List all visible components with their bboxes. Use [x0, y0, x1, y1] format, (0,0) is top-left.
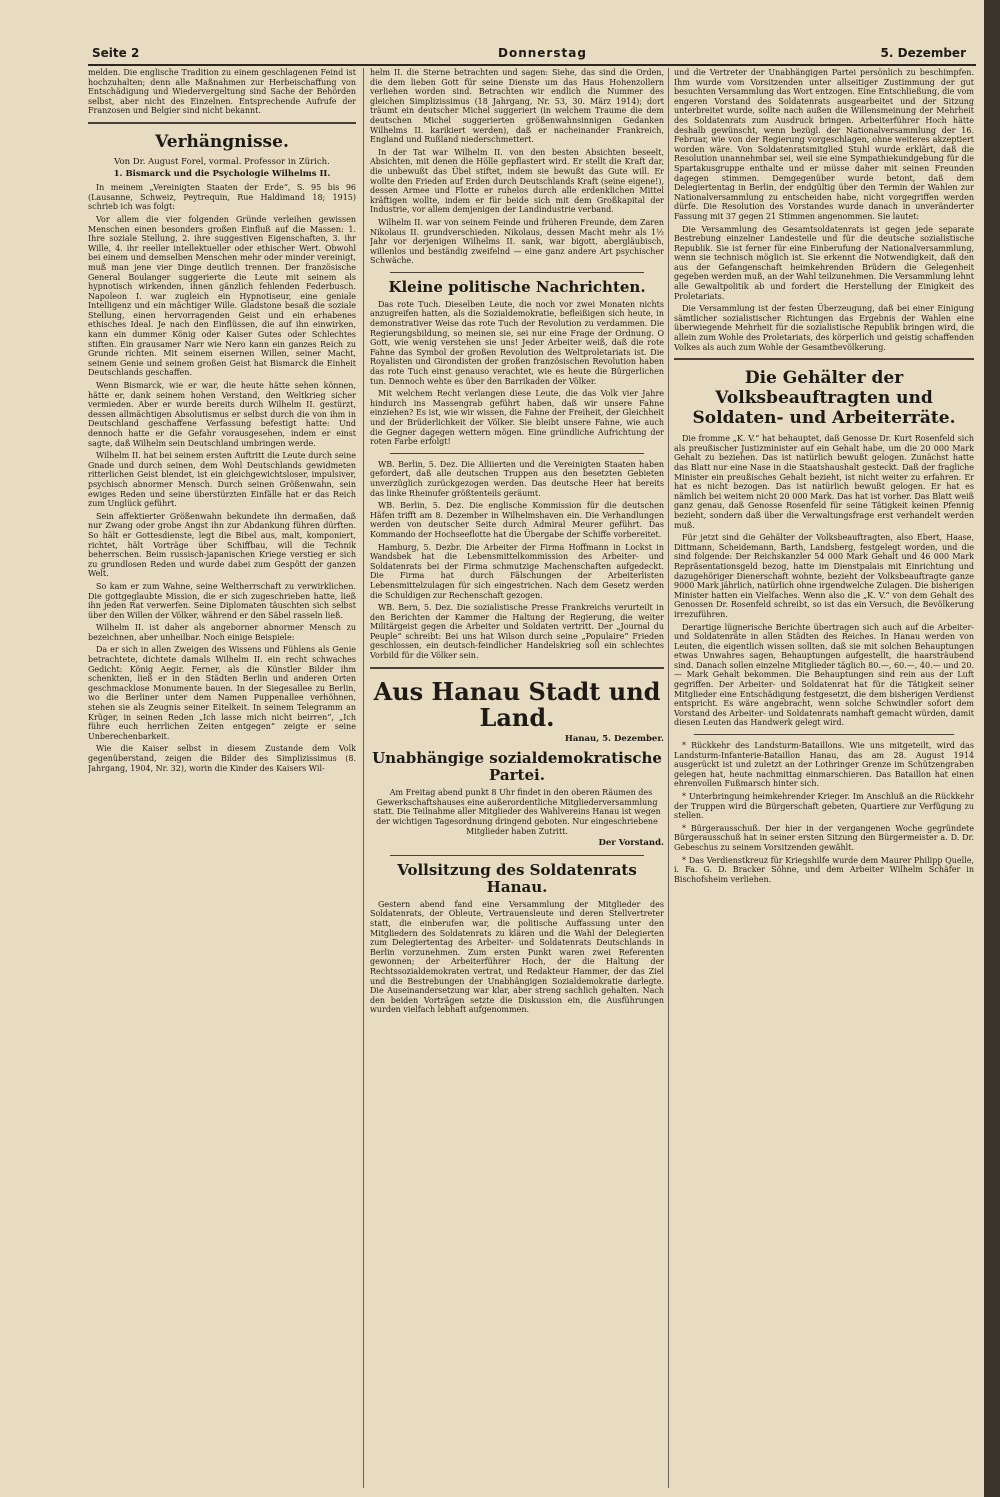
- paragraph: Wilhelm II. ist daher als angeborner abnormer Mensch zu bezeichnen, aber unheilbar. Noch einige Beispiele:: [88, 623, 356, 642]
- paragraph: Wilhelm II. war von seinem Feinde und früheren Freunde, dem Zaren Nikolaus II. grundverschieden. Nikolaus, dessen Macht mehr als 1½ Jahr vor derjenigen Wilhelms II. sank, war bigott, abergläubisch, willenlos und beständig zweifelnd — eine ganz andere Art psychischer Schwäche.: [370, 217, 664, 266]
- column-right: [674, 68, 974, 1488]
- divider: [370, 667, 664, 669]
- divider: [390, 453, 644, 454]
- article-byline: Von Dr. August Forel, vormal. Professor in Zürich.: [114, 156, 330, 167]
- page-number: Seite 2: [92, 46, 140, 60]
- paragraph: In der Tat war Wilhelm II. von den besten Absichten beseelt, Absichten, mit denen die Hölle gepflastert wird. Er stellt die Kraft dar, die unbewußt das Übel stiftet, indem sie bewußt das Gute will. Er wollte den Frieden auf Erden durch Deutschlands Kraft (seine eigene!), dessen Armee und Flotte er ruhelos durch alle erdenklichen Mittel kräftigen wollte, indem er für beide sich mit dem Großkapital der Industrie, vor allem demjenigen der Landindustrie verband.: [370, 147, 664, 215]
- column-middle: [370, 68, 664, 1488]
- notice-text: Am Freitag abend punkt 8 Uhr findet in den oberen Räumen des Gewerkschaftshauses eine außerordentliche Mitgliederversammlung statt. Die Teilnahme aller Mitglieder des Wahlvereins Hanau ist wegen der wichtigen Tagesordnung dringend geboten. Nur eingeschriebene Mitglieder haben Zutritt.: [373, 788, 661, 836]
- paragraph: Da er sich in allen Zweigen des Wissens und Fühlens als Genie betrachtete, dichtete damals Wilhelm II. ein recht schwaches Gedicht: König Aegir. Ferner, als die Künstler Bilder ihm schenkten, ließ er in den Städten Berlin und anderen Orten geschmacklose Monumente bauen. In der Siegesallee zu Berlin, wo die Berliner unter dem Namen Puppenallee verhöhnen, stehen sie als Zeugnis seiner Eitelkeit. In seinem Telegramm an Krüger, in seinen Reden „Ich lasse mich nicht beirren“, „Ich führe euch herrlichen Zeiten entgegen“ zeigte er seine Unberechenbarkeit.: [88, 645, 356, 741]
- article-fragment: melden. Die englische Tradition zu einem geschlagenen Feind ist hochzuhalten; denn alle Maßnahmen zur Herbeischaffung von Entschädigung und Wiedervergeltung sind Sache der Behörden selbst, aber nicht des Einzelnen. Entsprechende Aufrufe der Franzosen und Belgier sind nicht bekannt.: [88, 68, 356, 116]
- paragraph: Gestern abend fand eine Versammlung der Mitglieder des Soldatenrats, der Obleute, Vertrauensleute und deren Stellvertreter statt, die einberufen war, die politische Auffassung unter den Mitgliedern des Soldatenrats zu klären und die Wahl der Delegierten zum Delegiertentag des Arbeiter- und Soldatenrats Deutschlands in Berlin vorzunehmen. Zum ersten Punkt waren zwei Referenten gewonnen; der Arbeiterführer Hoch, der die Haltung der Rechtssozialdemokraten vertrat, und Redakteur Hammer, der das Ziel und die Bestrebungen der Unabhängigen Sozialdemokratie darlegte. Die Auseinandersetzung war klar, aber streng sachlich gehalten. Nach den beiden Vorträgen setzte die Diskussion ein, die Ausführungen wurden vielfach lebhaft aufgenommen.: [370, 899, 664, 1015]
- divider: [390, 272, 644, 273]
- news-item: WB. Berlin, 5. Dez. Die englische Kommission für die deutschen Häfen trifft am 8. Dezember in Wilhelmshaven ein. Die Verhandlungen werden von deutscher Seite durch Admiral Meurer geführt. Das Kommando der Hochseeflotte hat die Übergabe der Schiffe vorbereitet.: [370, 501, 664, 539]
- local-news-item: * Unterbringung heimkehrender Krieger. Im Anschluß an die Rückkehr der Truppen wird die Bürgerschaft gebeten, Quartiere zur Verfügung zu stellen.: [674, 792, 974, 821]
- page-edge: [984, 0, 1000, 1497]
- paragraph: Wie die Kaiser selbst in diesem Zustande dem Volk gegenüberstand, zeigen die Bilder des Simplizissimus (8. Jahrgang, 1904, Nr. 32), worin die Kinder des Kaisers Wil-: [88, 744, 356, 773]
- local-news-item: * Rückkehr des Landsturm-Bataillons. Wie uns mitgeteilt, wird das Landsturm-Infanterie-Bataillon Hanau, das am 28. August 1914 ausgerückt ist und zuletzt an der Lothringer Grenze im Schützengraben gelegen hat, heute nachmittag einmarschieren. Das Bataillon hat einen ehrenvollen Fußmarsch hinter sich.: [674, 741, 974, 789]
- news-item: Mit welchem Recht verlangen diese Leute, die das Volk vier Jahre hindurch ins Massengrab geführt haben, daß wir unsere Fahne einziehen? Es ist, wie wir wissen, die Fahne der Freiheit, der Gleichheit und der Brüderlichkeit der Völker. Sie bleibt unsere Fahne, wie auch die Gegner dagegen wettern mögen. Eine gründliche Aufrichtung der roten Farbe erfolgt!: [370, 389, 664, 447]
- paragraph: So kam er zum Wahne, seine Weltherrschaft zu verwirklichen. Die gottgeglaubte Mission, die er sich zugeschrieben hatte, ließ ihn jeden Rat verwerfen. Seine Diplomaten täuschten sich selbst über den Willen der Völker, während er den Säbel rasseln ließ.: [88, 581, 356, 620]
- paragraph: Für jetzt sind die Gehälter der Volksbeauftragten, also Ebert, Haase, Dittmann, Scheidemann, Barth, Landsberg, festgelegt worden, und die sind folgende: Der Reichskanzler 54 000 Mark Gehalt und 46 000 Mark Repräsentationsgeld bezog, hatte im Dienstpalais mit Einrichtung und dazugehöriger Dienerschaft wohnte, bezieht der Volksbeauftragte ganze 9000 Mark jährlich, natürlich ohne irgendwelche Zulagen. Die bisherigen Minister hatten ein Vielfaches. Wenn also die „K. V.“ von dem Gehalt des Genossen Dr. Rosenfeld schreibt, so ist das ein Versuch, die Bevölkerung irrezuführen.: [674, 533, 974, 619]
- article-title: Verhängnisse.: [155, 131, 289, 152]
- paragraph: Wilhelm II. hat bei seinem ersten Auftritt die Leute durch seine Gnade und durch seinen, dem Wohl Deutschlands gewidmeten ritterlichen Geist blendet, ist ein gleichgewichtsloser, impulsiver, psychisch abnormer Mensch. Durch seinen Größenwahn, sein ewiges Reden und seine überstürzten Einfälle hat er das Reich zum Unglück geführt.: [88, 451, 356, 509]
- news-item: WB. Bern, 5. Dez. Die sozialistische Presse Frankreichs verurteilt in den Berichten der Kammer die Haltung der Regierung, die weiter Militärgeist gegen die Arbeiter und Soldaten vertritt. Der „Journal du Peuple“ schreibt: Bei uns hat Wilson durch seine „Populaire“ Frieden geschlossen, ein deutsch-feindlicher Handelskrieg soll ein schlechtes Vorbild für die Völker sein.: [370, 603, 664, 661]
- section-title-news: Kleine politische Nachrichten.: [388, 277, 646, 296]
- local-news-item: * Bürgerausschuß. Der hier in der vergangenen Woche gegründete Bürgerausschuß hat in seiner ersten Sitzung den Bürgermeister a. D. Dr. Gebeschus zu seinem Vorsitzenden gewählt.: [674, 823, 974, 852]
- article-title: Vollsitzung des Soldatenrats Hanau.: [397, 860, 637, 896]
- notice-title: Unabhängige sozialdemokratische Partei.: [372, 749, 662, 785]
- article-title: Die Gehälter der Volksbeauftragten und Soldaten- und Arbeiterräte.: [692, 368, 956, 429]
- paragraph: Vor allem die vier folgenden Gründe verleihen gewissen Menschen einen besonders großen Einfluß auf die Massen: 1. Ihre soziale Stellung, 2. ihre suggestiven Eigenschaften, 3. ihr Wille, 4. ihr reeller intellektueller oder ethischer Wert. Obwohl bei einem und demselben Menschen mehr oder minder vereinigt, muß man jene vier Dinge deutlich trennen. Der französische General Boulanger suggerierte die Leute mit seinem als hypnotisch wirkenden, ihnen gänzlich fehlenden Federbusch. Napoleon I. war zugleich ein Hypnotiseur, eine geniale Intelligenz und ein mächtiger Wille. Gladstone besaß die soziale Stellung, einen hervorragenden Geist und ein erhabenes ethisches Ideal. Je nach den Einflüssen, die auf ihn einwirken, kann ein dummer König oder Kaiser Gutes oder Schlechtes stiften. Ein grausamer Narr wie Nero kann ein ganzes Reich zu Grunde richten. Mit seinem eisernen Willen, seiner Macht, seinem Genie und seinem großen Geist hat Bismarck die Einheit Deutschlands geschaffen.: [88, 214, 356, 378]
- paragraph: Die fromme „K. V.“ hat behauptet, daß Genosse Dr. Kurt Rosenfeld sich als preußischer Justizminister auf ein Gehalt habe, um die 20 000 Mark Gehalt zu beziehen. Das ist natürlich bewußt gelogen. Zunächst hatte das Blatt nur eine Nase in die Staatshaushalt gesteckt. Daß der fragliche Minister ein preußisches Gehalt bezieht, ist nicht weiter zu erfahren. Er hat es nicht bezogen. Das ist natürlich bewußt gelogen. Er hat es nämlich bei weitem nicht 20 000 Mark. Das hat ist vorher. Das Blatt weiß ganz genau, daß Genosse Rosenfeld für seine Tätigkeit keinen Pfennig bezieht, sondern daß über die Verwaltungsfrage erst verhandelt werden muß.: [674, 434, 974, 530]
- divider: [674, 358, 974, 360]
- resolution-text: Die Versammlung des Gesamtsoldatenrats ist gegen jede separate Bestrebung einzelner Landesteile und für die deutsche sozialistische Republik. Sie ist ferner für eine Einberufung der Nationalversammlung, wenn sie technisch möglich ist. Sie erkennt die Notwendigkeit, daß den aus der Gefangenschaft heimkehrenden Brüdern die Gelegenheit gegeben werden muß, an der Wahl teilzunehmen. Die Versammlung lehnt alle Gewaltpolitik ab und fordert die Herstellung der Einigkeit des Proletariats.: [674, 224, 974, 301]
- column-rule: [668, 68, 669, 1488]
- divider: [88, 122, 356, 124]
- news-item: Das rote Tuch. Dieselben Leute, die noch vor zwei Monaten nichts anzugreifen hatten, als die Sozialdemokratie, befleißigen sich heute, in demonstrativer Weise das rote Tuch der Revolution zu verdammen. Die Regierungsbildung, so meinen sie, sei nur eine Frage der Ordnung. O Gott, wie wenig verstehen sie uns! Jeder Arbeiter weiß, daß die rote Fahne das Symbol der großen Revolution des Weltproletariats ist. Die Royalisten und Girondisten der großen französischen Revolution haben das rote Tuch einst genauso verachtet, wie es heute die Bürgerlichen tun. Dennoch wehte es über den Barrikaden der Völker.: [370, 299, 664, 386]
- column-left: [88, 68, 356, 1488]
- paragraph: Wenn Bismarck, wie er war, die heute hätte sehen können, hätte er, dank seinem hohen Verstand, den Weltkrieg sicher vermieden. Aber er wurde bereits durch Wilhelm II. gestürzt, dessen allmächtigen Absolutismus er selbst durch die von ihm in Deutschland geschaffene Verfassung befestigt hatte: Und dennoch hatte er die Gefahr vorausgesehen, indem er einst sagte, daß Wilhelm sein Deutschland umbringen werde.: [88, 381, 356, 448]
- paragraph: und die Vertreter der Unabhängigen Partei persönlich zu beschimpfen. Ihm wurde vom Vorsitzenden unter allseitiger Zustimmung der gut besuchten Versammlung das Wort entzogen. Eine Entschließung, die vom engeren Vorstand des Soldatenrats ausgearbeitet und der Sitzung unterbreitet wurde, sollte nach außen die Willensmeinung der Mehrheit des Soldatenrats zum Ausdruck bringen. Arbeiterführer Hoch hätte deshalb gewünscht, wenn bezügl. der Nationalversammlung der 16. Februar, wie von der Regierung vorgeschlagen, ohne weiteres akzeptiert worden wäre. Von Soldatenratsmitglied Stuhl wurde erklärt, daß die Resolution unannehmbar sei, weil sie eine Sympathiekundgebung für die Spartakusgruppe enthalte und er müsse daher mit seinen Freunden dagegen stimmen. Demgegenüber wurde betont, daß dem Delegiertentag in Berlin, der endgültig über den Termin der Wahlen zur Nationalversammlung zu entscheiden habe, nicht vorgegriffen werden dürfe. Die Resolution des Vorstandes wurde danach in unveränderter Fassung mit 37 gegen 21 Stimmen angenommen. Sie lautet:: [674, 68, 974, 221]
- notice-signature: Der Vorstand.: [598, 838, 664, 849]
- section-title-hanau: Aus Hanau Stadt und Land.: [373, 676, 661, 732]
- news-item: Hamburg, 5. Dezbr. Die Arbeiter der Firma Hoffmann in Lockst in Wandsbek hat die Lebensmittelkommission des Arbeiter- und Soldatenrats bei der Firma schmutzige Machenschaften aufgedeckt. Die Firma hat durch Fälschungen der Arbeiterlisten Lebensmittelzulagen für sich eingestrichen. Nach dem Gesetz werden die Schuldigen zur Rechenschaft gezogen.: [370, 542, 664, 600]
- column-rule: [363, 68, 364, 1488]
- article-subtitle: 1. Bismarck und die Psychologie Wilhelms II.: [113, 168, 331, 179]
- dateline: Hanau, 5. Dezember.: [564, 733, 664, 744]
- news-item: WB. Berlin, 5. Dez. Die Alliierten und die Vereinigten Staaten haben gefordert, daß alle deutschen Truppen aus den besetzten Gebieten unverzüglich zurückgezogen werden. Das deutsche Heer hat bereits das linke Rheinufer größtenteils geräumt.: [370, 459, 664, 498]
- header-date: 5. Dezember: [880, 46, 966, 60]
- masthead-day: Donnerstag: [498, 46, 587, 60]
- divider: [694, 734, 954, 735]
- paragraph: Derartige lügnerische Berichte übertragen sich auch auf die Arbeiter- und Soldatenräte in allen Städten des Reiches. In Hanau werden von Leuten, die eigentlich wissen sollten, daß sie mit solchen Behauptungen etwas Unwahres sagen, Behauptungen aufgestellt, die haarsträubend sind. Danach sollen einzelne Mitglieder täglich 80.—, 60.—, 40.— und 20.— Mark Gehalt bekommen. Die Behauptungen sind rein aus der Luft gegriffen. Der Arbeiter- und Soldatenrat hat für die Tätigkeit seiner Mitglieder eine Entschädigung festgesetzt, die dem bisherigen Verdienst entspricht. Es wäre angebracht, wenn solche Schwindler sofort dem Vorstand des Arbeiter- und Soldatenrats namhaft gemacht würden, damit diesen Leuten das Handwerk gelegt wird.: [674, 622, 974, 728]
- paragraph: In meinem „Vereinigten Staaten der Erde“, S. 95 bis 96 (Lausanne, Schweiz, Peytrequin, Rue Haldimand 18; 1915) schrieb ich was folgt:: [88, 183, 356, 212]
- divider: [390, 855, 644, 856]
- paragraph: helm II. die Sterne betrachten und sagen: Siehe, das sind die Orden, die dem lieben Gott für seine Dienste um das Haus Hohenzollern verliehen worden sind. Betrachten wir endlich die Nummer des gleichen Simplizissimus (18 Jahrgang, Nr. 53, 30. März 1914); dort träumt ein deutscher Michel suggeriert (in welchem Traume die dem deutschen Michel suggerierten größenwahnsinnigen Gedanken Wilhelms II. karikiert werden), daß er nacheinander Frankreich, England und Rußland niederschmettert.: [370, 68, 664, 145]
- resolution-text: Die Versammlung ist der festen Überzeugung, daß bei einer Einigung sämtlicher sozialistischer Richtungen das Ergebnis der Wahlen eine überwiegende Mehrheit für die sozialistische Republik bringen wird, die allein zum Wohle des Proletariats, des körperlich und geistig schaffenden Volkes als auch zum Wohle der Gesamtbevölkerung.: [674, 304, 974, 352]
- local-news-item: * Das Verdienstkreuz für Kriegshilfe wurde dem Maurer Philipp Quelle, i. Fa. G. D. Bracker Söhne, und dem Arbeiter Wilhelm Schäfer in Bischofsheim verliehen.: [674, 855, 974, 884]
- paragraph: Sein affektierter Größenwahn bekundete ihn dermaßen, daß nur Zwang oder grobe Angst ihn zur Abdankung führen dürften. So hält er Gottesdienste, legt die Bibel aus, malt, komponiert, richtet, hält Vorträge über Schiffbau, will die Technik beherrschen. Beim russisch-japanischen Kriege verstieg er sich zu grundlosen Reden und wurde dabei zum Gespött der ganzen Welt.: [88, 511, 356, 579]
- page-header: [88, 38, 976, 66]
